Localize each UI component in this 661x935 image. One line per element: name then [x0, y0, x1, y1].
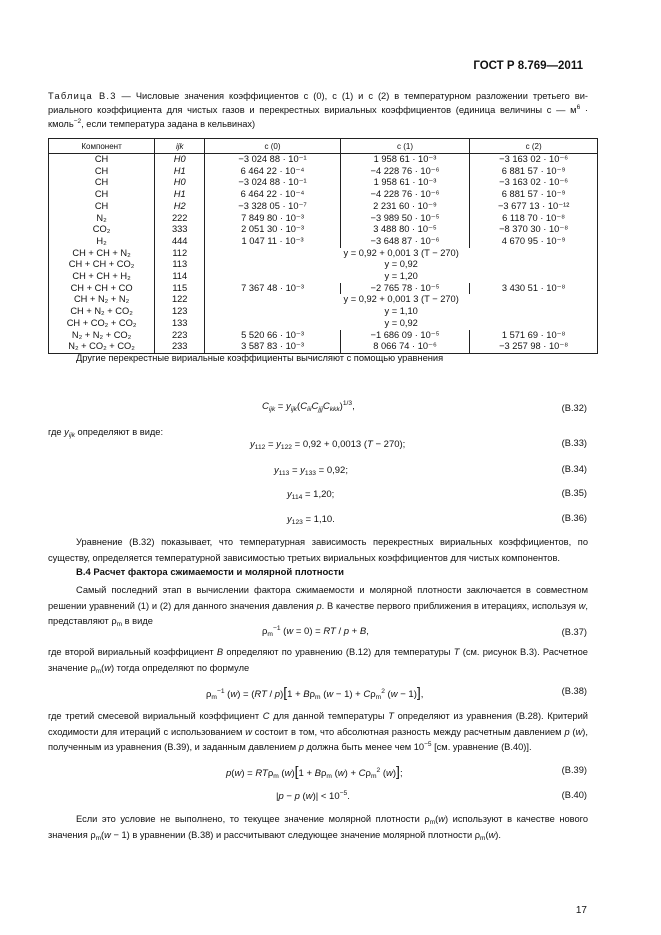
- cell-component: CH + CH + N₂: [49, 248, 155, 260]
- table-row: [49, 318, 598, 330]
- caption-line3c: , если температура задана в кельвинах): [81, 119, 256, 129]
- cell-ijk: 444: [155, 236, 205, 248]
- paragraph-third-coefficient: где третий смесевой вириальный коэффициент C для данной температуры T определяют из уравнения (B.28). Критерий сходимости для итераций с использованием w состоит в том, что абсолютная разность между расчетным давлением p (w), полученным из уравнения (B.39), и заданным давлением p должна быть менее чем $10^{-5}$ [см. уравнение (B.40)].: [48, 711, 588, 752]
- cell-c1: −4 228 76 · 10⁻⁶: [340, 189, 470, 201]
- cell-c0: 1 047 11 · 10⁻³: [205, 236, 340, 248]
- page-number: 17: [575, 905, 587, 916]
- cell-c2: −3 257 98 · 10⁻⁸: [470, 341, 598, 353]
- cell-c1: −4 228 76 · 10⁻⁶: [340, 166, 470, 178]
- col-header-c0: c (0): [205, 139, 340, 154]
- cell-component: CH + CO₂ + CO₂: [49, 318, 155, 330]
- cell-c2: 6 118 70 · 10⁻⁸: [470, 213, 598, 225]
- cell-c0: 7 849 80 · 10⁻³: [205, 213, 340, 225]
- cell-c2: 4 670 95 · 10⁻⁹: [470, 236, 598, 248]
- cell-formula: y = 0,92: [205, 318, 598, 330]
- cell-c2: −3 163 02 · 10⁻⁶: [470, 177, 598, 189]
- cell-component: CH + CH + CO: [49, 283, 155, 295]
- cell-c1: −2 765 78 · 10⁻⁵: [340, 283, 470, 295]
- table-row: [49, 306, 598, 318]
- cell-c0: 6 464 22 · 10⁻⁴: [205, 189, 340, 201]
- cell-ijk: H0: [155, 154, 205, 166]
- cell-c0: −3 024 88 · 10⁻¹: [205, 154, 340, 166]
- col-header-component: Компонент: [49, 139, 155, 154]
- cell-c1: −1 686 09 · 10⁻⁵: [340, 330, 470, 342]
- equation-b33: $y_{112} = y_{122} = 0,92 + 0,0013$ (T − 270);: [250, 439, 406, 451]
- caption-line3b: · кмоль: [48, 105, 588, 129]
- equation-b40: |p − p $(w)| < 10^{-5}$.: [276, 790, 350, 802]
- cell-component: CH: [49, 189, 155, 201]
- cell-ijk: H1: [155, 189, 205, 201]
- p1-text: Другие перекрестные вириальные коэффициенты вычисляют с помощью уравнения: [76, 353, 444, 363]
- eq-number-b40: (B.40): [561, 790, 587, 800]
- cell-component: CO₂: [49, 224, 155, 236]
- cell-c1: −3 989 50 · 10⁻⁵: [340, 213, 470, 225]
- cell-ijk: 112: [155, 248, 205, 260]
- equation-b37: $\rho_m^{-1}$ (w = 0) = RT / p + B,: [262, 625, 369, 638]
- cell-c0: 7 367 48 · 10⁻³: [205, 283, 340, 295]
- cell-c2: 6 881 57 · 10⁻⁹: [470, 166, 598, 178]
- equation-b35: $y_{114} = 1,20$;: [287, 489, 335, 501]
- cell-c1: 3 488 80 · 10⁻⁵: [340, 224, 470, 236]
- cell-c1: −3 648 87 · 10⁻⁶: [340, 236, 470, 248]
- table-row: [49, 248, 598, 260]
- cell-c2: 1 571 69 · 10⁻⁸: [470, 330, 598, 342]
- paragraph-second-coefficient: где второй вириальный коэффициент B определяют по уравнению (B.12) для температуры T (см. рисунок B.3). Расчетное значение $\rho_m(w)$ тогда определяют по формуле: [48, 647, 588, 675]
- cell-ijk: 233: [155, 341, 205, 353]
- caption-sup2: −2: [73, 118, 82, 125]
- cell-c1: 1 958 61 · 10⁻³: [340, 154, 470, 166]
- cell-c1: 8 066 74 · 10⁻⁶: [340, 341, 470, 353]
- table-row: [49, 330, 598, 342]
- coefficients-table: [48, 138, 598, 354]
- cell-c0: 5 520 66 · 10⁻³: [205, 330, 340, 342]
- cell-c1: 2 231 60 · 10⁻⁹: [340, 201, 470, 213]
- cell-component: CH: [49, 166, 155, 178]
- cell-c2: −3 677 13 · 10⁻¹²: [470, 201, 598, 213]
- equation-b39: p(w) = RTρ$_m$ $(w)[1 + B\rho_m$ $(w) + C\rho_m^2$ (w)];: [226, 763, 403, 780]
- table-row: [49, 166, 598, 178]
- cell-ijk: 122: [155, 294, 205, 306]
- cell-formula: y = 0,92 + 0,001 3 (T − 270): [205, 248, 598, 260]
- cell-ijk: H2: [155, 201, 205, 213]
- eq-number-b34: (B.34): [561, 464, 587, 474]
- paragraph-b32-explanation: Уравнение (B.32) показывает, что температурная зависимость перекрестных вириальных коэффициентов, по существу, определяется температурной зависимостью третьих вириальных коэффициентов для чистых компонентов.: [48, 537, 588, 563]
- cell-c1: 1 958 61 · 10⁻³: [340, 177, 470, 189]
- cell-ijk: H1: [155, 166, 205, 178]
- col-header-c1: c (1): [340, 139, 470, 154]
- cell-component: CH: [49, 201, 155, 213]
- caption-label: Таблица В.3: [48, 91, 117, 101]
- equation-b32: $C_{ijk} = y_{ijk}(C_{iii}C_{jjj}C_{kkk})^{1/3}$,: [262, 400, 355, 413]
- cell-c0: 2 051 30 · 10⁻³: [205, 224, 340, 236]
- cell-formula: y = 0,92 + 0,001 3 (T − 270): [205, 294, 598, 306]
- cell-component: CH: [49, 177, 155, 189]
- cell-component: N₂ + CO₂ + CO₂: [49, 341, 155, 353]
- equation-b34: $y_{113} = y_{133} = 0,92$;: [274, 465, 348, 477]
- cell-ijk: 223: [155, 330, 205, 342]
- cell-component: N₂ + N₂ + CO₂: [49, 330, 155, 342]
- caption-line3a: м: [570, 105, 577, 115]
- cell-formula: y = 1,10: [205, 306, 598, 318]
- eq-number-b37: (B.37): [561, 627, 587, 637]
- document-code: ГОСТ Р 8.769—2011: [473, 60, 583, 72]
- eq-number-b38: (B.38): [561, 686, 587, 696]
- table-row: [49, 177, 598, 189]
- table-row: [49, 201, 598, 213]
- cell-ijk: 222: [155, 213, 205, 225]
- table-caption: [48, 89, 588, 131]
- cell-formula: y = 1,20: [205, 271, 598, 283]
- paragraph-cross-coefficients: [48, 351, 588, 367]
- paragraph-final-step: Самый последний этап в вычислении фактора сжимаемости и молярной плотности заключается в совместном решении уравнений (1) и (2) для данного значения давления p. В качестве первого приближения в итерациях, используя w, представляют $\rho_m$ в виде: [48, 585, 588, 628]
- paragraph-condition: Если это условие не выполнено, то текущее значение молярной плотности $\rho_m(w)$ используют в качестве нового значения $\rho_m(w - 1)$ в уравнении (B.38) и рассчитывают следующее значение молярной плотности $\rho_m(w)$.: [48, 814, 588, 842]
- cell-component: CH + CH + CO₂: [49, 259, 155, 271]
- caption-line2: риального коэффициента для чистых газов и перекрестных вириальных коэффициентов (единица величины c —: [48, 105, 566, 115]
- cell-ijk: 133: [155, 318, 205, 330]
- cell-ijk: 114: [155, 271, 205, 283]
- cell-c0: −3 328 05 · 10⁻⁷: [205, 201, 340, 213]
- eq-number-b39: (B.39): [561, 765, 587, 775]
- table-header-row: [49, 139, 598, 154]
- table-row: [49, 294, 598, 306]
- eq-number-b35: (B.35): [561, 488, 587, 498]
- cell-c2: 3 430 51 · 10⁻⁸: [470, 283, 598, 295]
- cell-component: CH + CH + H₂: [49, 271, 155, 283]
- cell-component: CH + N₂ + N₂: [49, 294, 155, 306]
- cell-formula: y = 0,92: [205, 259, 598, 271]
- table-row: [49, 283, 598, 295]
- cell-ijk: 113: [155, 259, 205, 271]
- eq-number-b36: (B.36): [561, 513, 587, 523]
- table-row: [49, 271, 598, 283]
- cell-component: CH: [49, 154, 155, 166]
- table-row: [49, 189, 598, 201]
- caption-sup1: 6: [576, 104, 581, 111]
- cell-component: H₂: [49, 236, 155, 248]
- table-row: [49, 154, 598, 166]
- equation-b38: $\rho_m^{-1}$ $(w) = (RT / p)[1 + B\rho_m$ $(w - 1) + C\rho_m^2$ (w − 1)],: [206, 684, 424, 701]
- col-header-ijk: ijk: [155, 139, 205, 154]
- table-row: [49, 224, 598, 236]
- cell-c0: −3 024 88 · 10⁻¹: [205, 177, 340, 189]
- cell-component: N₂: [49, 213, 155, 225]
- equation-b36: $y_{123} = 1,10$.: [287, 514, 335, 526]
- cell-c0: 6 464 22 · 10⁻⁴: [205, 166, 340, 178]
- cell-c2: −3 163 02 · 10⁻⁶: [470, 154, 598, 166]
- caption-line1: — Числовые значения коэффициентов c (0), c (1) и c (2) в температурном разложении третьего ви-: [116, 91, 588, 101]
- table-row: [49, 213, 598, 225]
- eq-number-b33: (B.33): [561, 438, 587, 448]
- cell-c2: −8 370 30 · 10⁻⁸: [470, 224, 598, 236]
- section-heading-b4: B.4 Расчет фактора сжимаемости и молярной плотности: [76, 567, 344, 578]
- col-header-c2: c (2): [470, 139, 598, 154]
- cell-c2: 6 881 57 · 10⁻⁹: [470, 189, 598, 201]
- cell-ijk: 333: [155, 224, 205, 236]
- cell-ijk: 123: [155, 306, 205, 318]
- cell-c0: 3 587 83 · 10⁻³: [205, 341, 340, 353]
- eq-number-b32: (B.32): [561, 403, 587, 413]
- cell-component: CH + N₂ + CO₂: [49, 306, 155, 318]
- where-label: где $y_{ijk}$ определяют в виде:: [48, 427, 164, 439]
- cell-ijk: 115: [155, 283, 205, 295]
- table-row: [49, 259, 598, 271]
- table-row: [49, 236, 598, 248]
- cell-ijk: H0: [155, 177, 205, 189]
